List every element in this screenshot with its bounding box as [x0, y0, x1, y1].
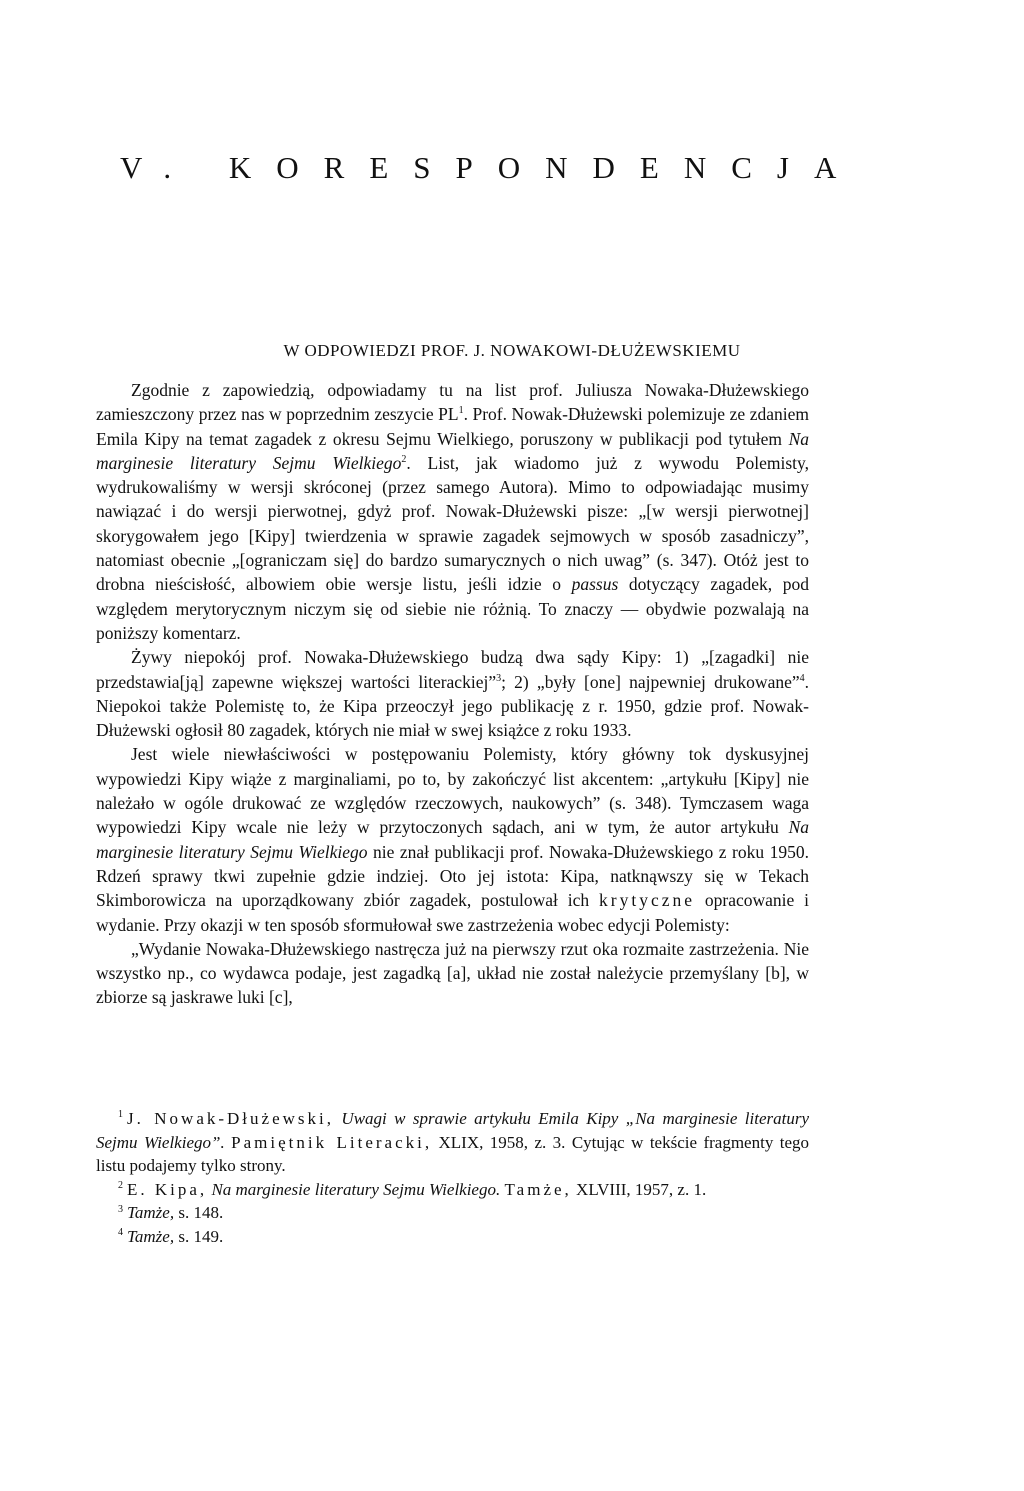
footnote-2: $^2$ E. Kipa, Na marginesie literatury Sejmu Wielkiego. Tamże, XLVIII, 1957, z. 1.: [118, 1179, 707, 1199]
footnote-title: Tamże,: [127, 1203, 175, 1223]
footnote-1: $^1$ J. Nowak-Dłużewski, Uwagi w sprawie artykułu Emila Kipy „Na marginesie literatury Sejmu Wielkiego”. Pamiętnik Literacki, XLIX, 1958, z. 3. Cytując w tekście fragmenty tego listu podajemy tylko strony.: [96, 1109, 810, 1176]
footnote-title: Tamże,: [127, 1226, 175, 1246]
paragraph-2: Żywy niepokój prof. Nowaka-Dłużewskiego budzą dwa sądy Kipy: 1) „[zagadki] nie przedstawia[ją] zapewne większej wartości literackiej”$^3$; 2) „były [one] najpewniej drukowane”$^4$. Niepokoi także Polemistę to, że Kipa przeoczył jego publikację z r. 1950, gdzie prof. Nowak-Dłużewski ogłosił 80 zagadek, których nie miał w swej książce z roku 1933.: [96, 647, 809, 741]
footnote-3: $^3$ Tamże, s. 148.: [118, 1203, 224, 1223]
paragraph-3: Jest wiele niewłaściwości w postępowaniu Polemisty, który główny tok dyskusyjnej wypowiedzi Kipy wiąże z marginaliami, po to, by zakończyć list akcentem: „artykułu [Kipy] nie należało w ogóle drukować ze względów rzeczowych, naukowych” (s. 348). Tymczasem waga wypowiedzi Kipy wcale nie leży w przytoczonych sądach, ani w tym, że autor artykułu Na marginesie literatury Sejmu Wielkiego nie znał publikacji prof. Nowaka-Dłużewskiego z roku 1950. Rdzeń sprawy tkwi zupełnie gdzie indziej. Oto jej istota: Kipa, natknąwszy się w Tekach Skimborowicza na uporządkowany zbiór zagadek, postulował ich krytyczne opracowanie i wydanie. Przy okazji w ten sposób sformułował swe zastrzeżenia wobec edycji Polemisty:: [96, 744, 809, 935]
paragraph-1: Zgodnie z zapowiedzią, odpowiadamy tu na list prof. Juliusza Nowaka-Dłużewskiego zamieszczony przez nas w poprzednim zeszycie $PL^1$. Prof. Nowak-Dłużewski polemizuje ze zdaniem Emila Kipy na temat zagadek z okresu Sejmu Wielkiego, poruszony w publikacji pod tytułem Na marginesie literatury Sejmu Wielkiego$^2$. List, jak wiadomo już z wywodu Polemisty, wydrukowaliśmy w wersji skróconej (przez samego Autora). Mimo to odpowiadając musimy nawiązać i do wersji pierwotnej, gdyż prof. Nowak-Dłużewski pisze: „[w wersji pierwotnej] skorygowałem jego [Kipy] twierdzenia w sprawie zagadek sejmowych w sposób zasadniczy”, natomiast obecnie „[ograniczam się] do bardzo sumarycznych o nich uwag” (s. 347). Otóż jest to drobna nieścisłość, albowiem obie wersje listu, jeśli idzie o passus dotyczący zagadek, pod względem merytorycznym niczym się od siebie nie różnią. To znaczy — obydwie pozwalają na poniższy komentarz.: [96, 380, 809, 643]
spaced-emphasis: krytyczne: [599, 890, 695, 911]
footnotes: [96, 1107, 809, 1249]
chapter-heading: V. KORESPONDENCJA: [120, 150, 862, 185]
latin-term: passus: [571, 574, 619, 595]
footnote-title: Uwagi w sprawie artykułu Emila Kipy „Na marginesie literatury Sejmu Wielkiego”.: [96, 1109, 810, 1152]
footnote-4: $^4$ Tamże, s. 149.: [118, 1226, 224, 1246]
cited-title: Na marginesie literatury Sejmu Wielkiego: [96, 428, 809, 473]
footnote-author: J. Nowak-Dłużewski,: [127, 1109, 334, 1128]
footnote-ref-4: 4: [799, 672, 805, 684]
footnote-ref-2: 2: [401, 454, 407, 466]
footnote-ref-3: 3: [496, 672, 502, 684]
footnote-ref-1: 1: [458, 405, 464, 417]
footnote-title: Na marginesie literatury Sejmu Wielkiego.: [211, 1179, 501, 1199]
article-body: [96, 378, 809, 1010]
footnote-author: E. Kipa,: [127, 1179, 208, 1199]
cited-title: Na marginesie literatury Sejmu Wielkiego: [96, 817, 809, 862]
paragraph-4-quote: „Wydanie Nowaka-Dłużewskiego nastręcza już na pierwszy rzut oka rozmaite zastrzeżenia. Nie wszystko np., co wydawca podaje, jest zagadką [a], układ nie został należycie przemyślany [b], w zbiorze są jaskrawe luki [c],: [96, 938, 809, 1008]
footnote-journal: Tamże,: [504, 1179, 572, 1199]
section-title: W ODPOWIEDZI PROF. J. NOWAKOWI-DŁUŻEWSKIEMU: [283, 341, 741, 360]
footnote-journal: Pamiętnik Literacki,: [231, 1132, 433, 1152]
